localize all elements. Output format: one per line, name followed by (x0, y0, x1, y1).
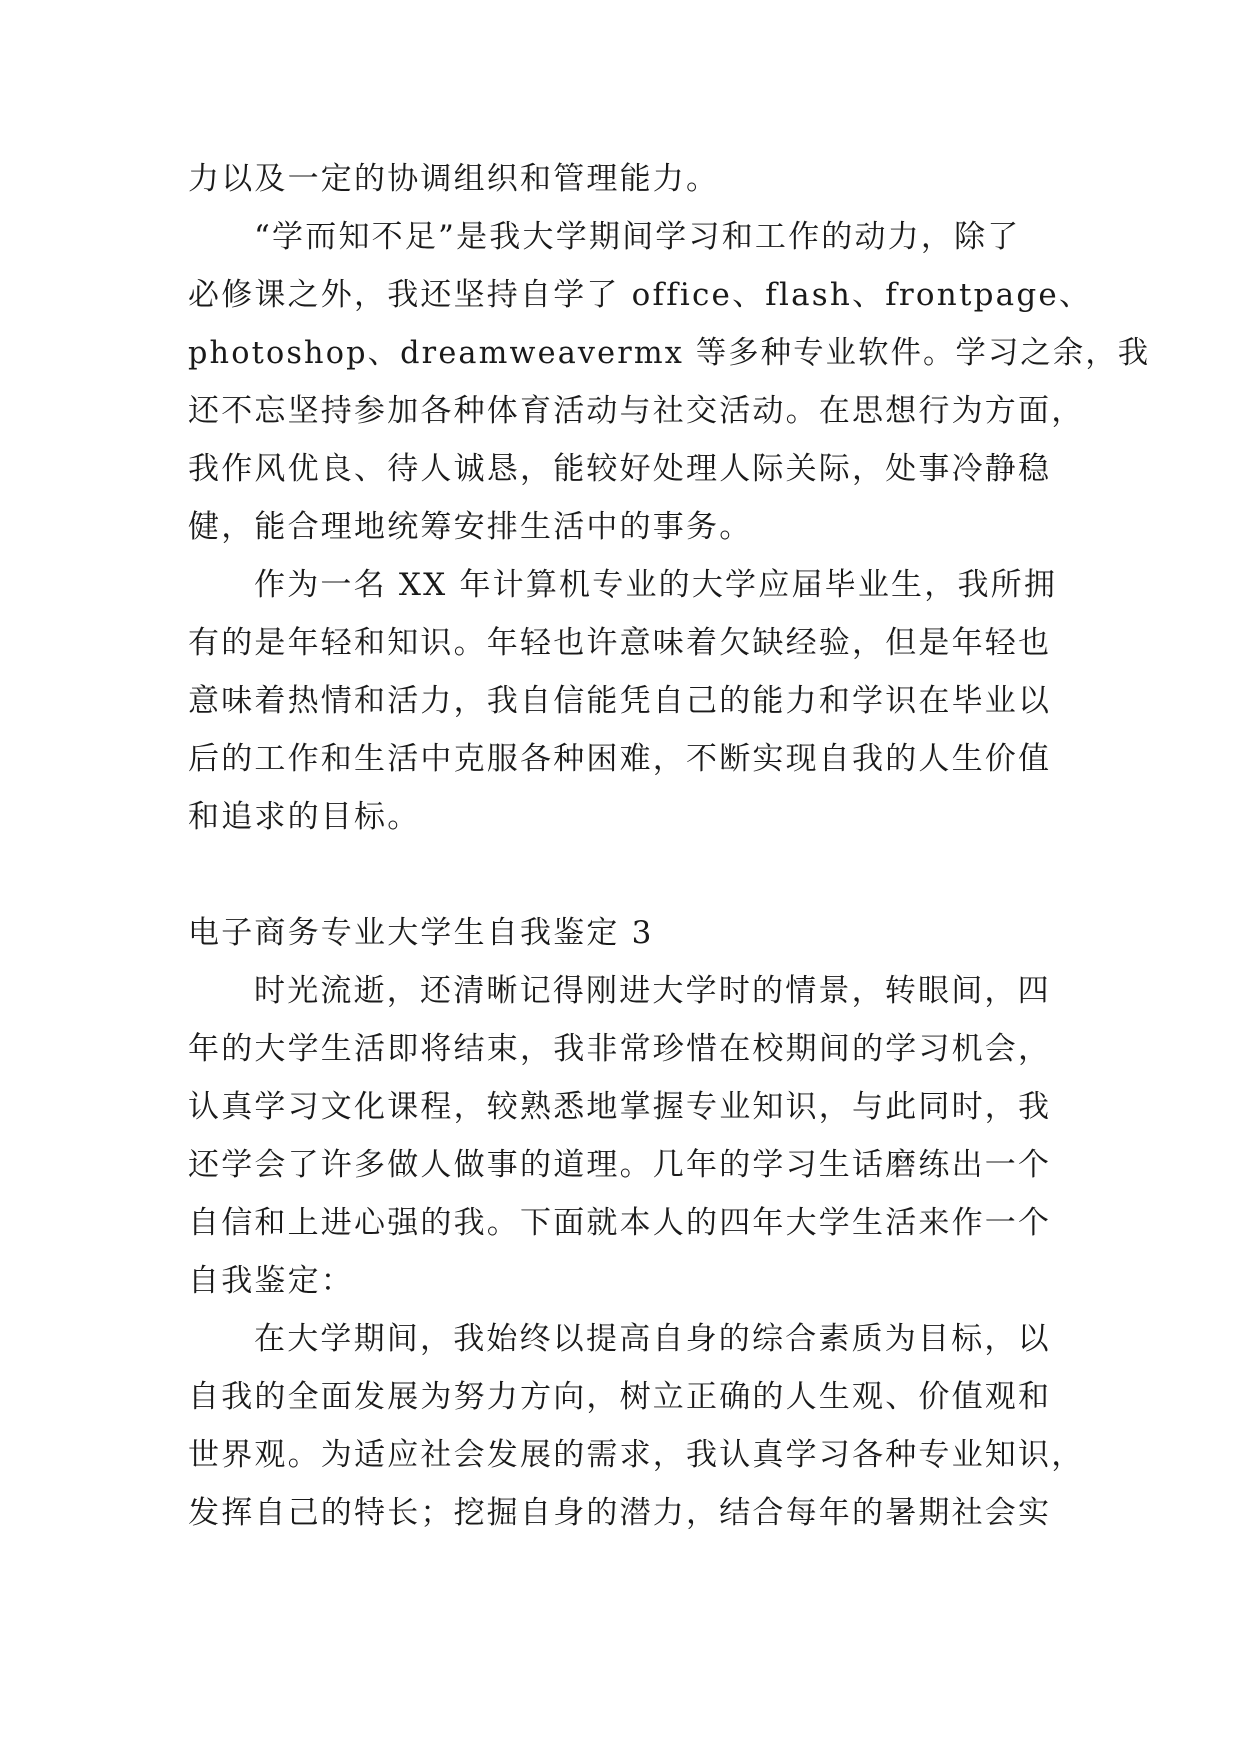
text-line: 健，能合理地统筹安排生活中的事务。 (188, 509, 753, 545)
paragraph-first-line: 作为一名 XX 年计算机专业的大学应届毕业生，我所拥 (254, 567, 1058, 603)
text-line: 有的是年轻和知识。年轻也许意味着欠缺经验，但是年轻也 (188, 625, 1052, 661)
text-line: photoshop、dreamweavermx 等多种专业软件。学习之余，我 (188, 335, 1151, 371)
paragraph-first-line: 时光流逝，还清晰记得刚进大学时的情景，转眼间，四 (254, 973, 1051, 1009)
text-line: 意味着热情和活力，我自信能凭自己的能力和学识在毕业以 (188, 683, 1052, 719)
text-line: 世界观。为适应社会发展的需求，我认真学习各种专业知识， (188, 1437, 1085, 1473)
paragraph-first-line: “学而知不足”是我大学期间学习和工作的动力，除了 (254, 219, 1021, 255)
text-line: 自我的全面发展为努力方向，树立正确的人生观、价值观和 (188, 1379, 1052, 1415)
text-line: 自信和上进心强的我。下面就本人的四年大学生活来作一个 (188, 1205, 1052, 1241)
paragraph-first-line: 在大学期间，我始终以提高自身的综合素质为目标，以 (254, 1321, 1051, 1357)
text-line: 认真学习文化课程，较熟悉地掌握专业知识，与此同时，我 (188, 1089, 1052, 1125)
text-line: 我作风优良、待人诚恳，能较好处理人际关际，处事冷静稳 (188, 451, 1052, 487)
text-line: 力以及一定的协调组织和管理能力。 (188, 161, 720, 197)
section-heading: 电子商务专业大学生自我鉴定 3 (188, 915, 654, 951)
text-line: 后的工作和生活中克服各种困难，不断实现自我的人生价值 (188, 741, 1052, 777)
text-line: 年的大学生活即将结束，我非常珍惜在校期间的学习机会， (188, 1031, 1052, 1067)
text-line: 还学会了许多做人做事的道理。几年的学习生话磨练出一个 (188, 1147, 1052, 1183)
text-line: 必修课之外，我还坚持自学了 office、flash、frontpage、 (188, 277, 1093, 313)
text-line: 发挥自己的特长；挖掘自身的潜力，结合每年的暑期社会实 (188, 1495, 1052, 1531)
text-line: 和追求的目标。 (188, 799, 421, 835)
text-line: 自我鉴定： (188, 1263, 354, 1299)
text-line: 还不忘坚持参加各种体育活动与社交活动。在思想行为方面， (188, 393, 1085, 429)
